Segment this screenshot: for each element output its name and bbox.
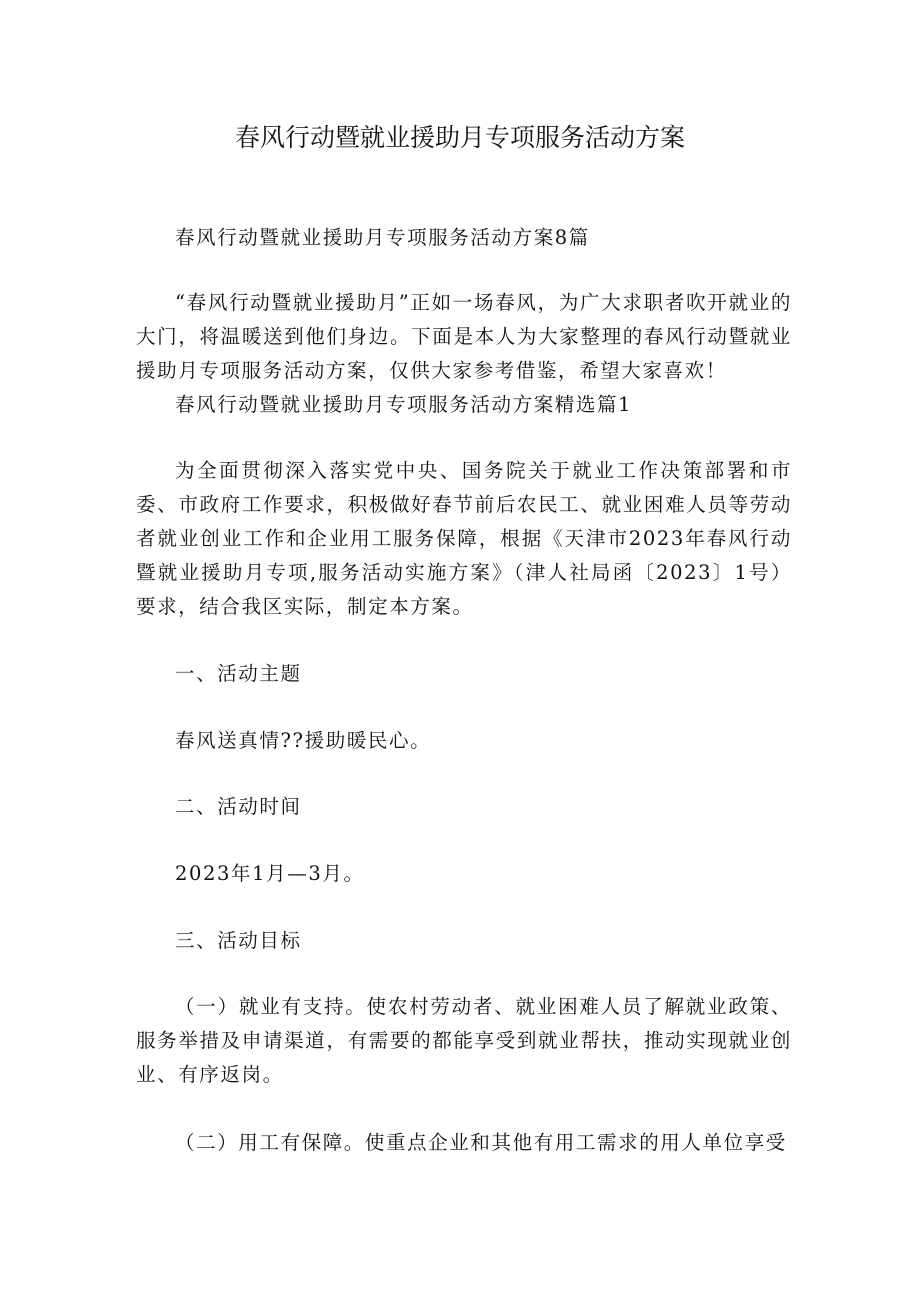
intro-paragraph: “春风行动暨就业援助月”正如一场春风，为广大求职者吹开就业的大门，将温暖送到他们身边。下面是本人为大家整理的春风行动暨就业援助月专项服务活动方案，仅供大家参考借鉴，希望大家喜欢！ bbox=[136, 291, 792, 382]
goal-paragraph-1: （一）就业有支持。使农村劳动者、就业困难人员了解就业政策、服务举措及申请渠道，有需要的都能享受到就业帮扶，推动实现就业创业、有序返岗。 bbox=[136, 995, 792, 1086]
heading-activity-theme: 一、活动主题 bbox=[175, 662, 302, 685]
heading-activity-goals: 三、活动目标 bbox=[175, 929, 302, 952]
document-title: 春风行动暨就业援助月专项服务活动方案 bbox=[234, 123, 685, 152]
activity-theme-text: 春风送真情??援助暖民心。 bbox=[175, 729, 432, 752]
activity-time-text: 2023年1月—3月。 bbox=[175, 862, 365, 885]
section-heading: 春风行动暨就业援助月专项服务活动方案精选篇1 bbox=[175, 393, 633, 416]
heading-activity-time: 二、活动时间 bbox=[175, 795, 302, 818]
body-paragraph-1: 为全面贯彻深入落实党中央、国务院关于就业工作决策部署和市委、市政府工作要求，积极做好春节前后农民工、就业困难人员等劳动者就业创业工作和企业用工服务保障，根据《天津市2023年春风行动暨就业援助月专项,服务活动实施方案》（津人社局函〔2023〕1号）要求，结合我区实际，制定本方案。 bbox=[136, 459, 792, 618]
goal-paragraph-2: （二）用工有保障。使重点企业和其他有用工需求的用人单位享受 bbox=[175, 1131, 787, 1154]
document-subtitle: 春风行动暨就业援助月专项服务活动方案8篇 bbox=[175, 226, 590, 249]
